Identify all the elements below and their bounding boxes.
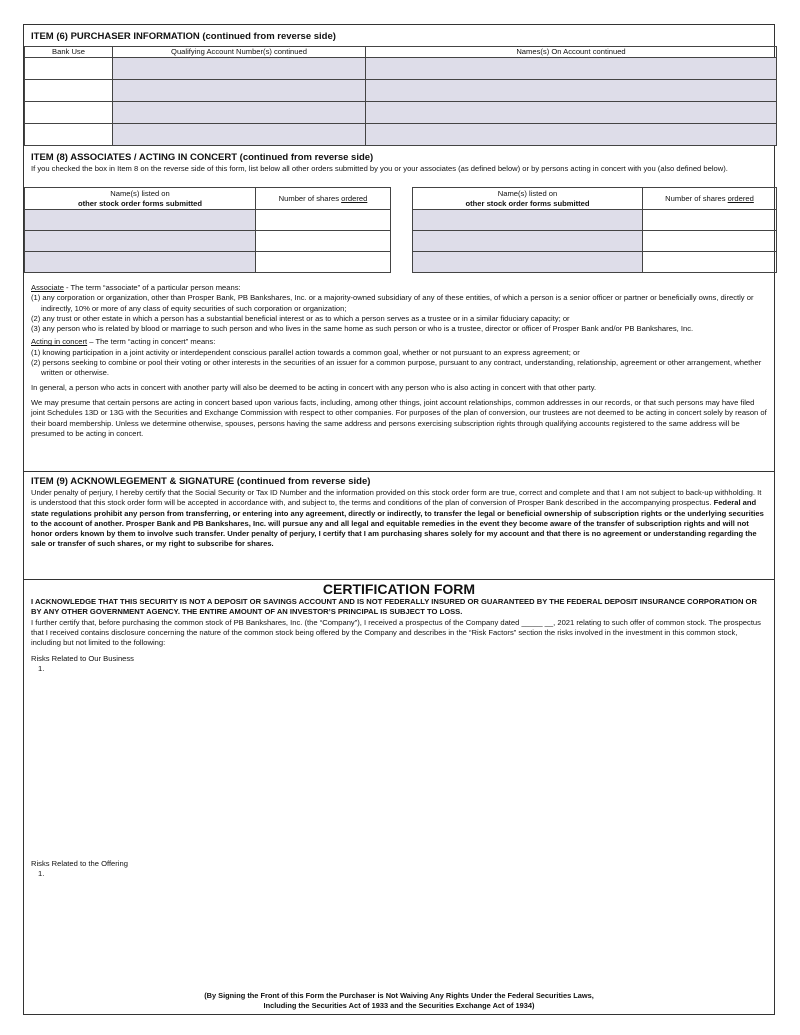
item9-body-plain: Under penalty of perjury, I hereby certify that the Social Security or Tax ID Number and the information provided on this stock order form are true, correct and complete and that I am not subject to back-up withholding. It is understood that this stock order form will be accepted in accordance with, and subject to, the terms and conditions of the plan of conversion of Prosper Bank described in the accompanying prospectus. [31, 488, 762, 508]
general-paragraph: In general, a person who acts in concert with another party will also be deemed to be acting in concert with any person who is also acting in concert with that other party. [31, 382, 597, 392]
account-number-input[interactable] [113, 80, 366, 102]
associate-intro: - The term “associate” of a particular person means: [63, 283, 241, 292]
divider [24, 579, 774, 580]
concert-item: (1) knowing participation in a joint activity or interdependent conscious parallel action towards a common goal, whether or not pursuant to an express agreement; or [31, 347, 580, 357]
col-names-on-account: Names(s) On Account continued [366, 47, 777, 58]
other-order-name-input[interactable] [413, 231, 643, 252]
shares-ordered-input[interactable] [643, 231, 777, 252]
col-name-line1: Name(s) listed on [110, 188, 170, 198]
further-certify-paragraph: I further certify that, before purchasing the common stock of PB Bankshares, Inc. (the “Company”), I received a prospectus of the Company dated _____ __, 2021 relating to such offer of common stock. The prospectus that I received contains disclosure concerning the nature of the common stock being offered by the Company and describes in the “Risk Factors” section the risks involved in the investment in this common stock, including but not limited to the following: [31, 617, 761, 648]
divider [24, 471, 774, 472]
other-order-name-input[interactable] [25, 252, 256, 273]
table-row [413, 210, 777, 231]
concert-intro: – The term “acting in concert” means: [87, 337, 216, 347]
associate-item: (2) any trust or other estate in which a person has a substantial beneficial interest or as to which a person serves as a trustee or in a similar fiduciary capacity; or [31, 313, 570, 323]
footer-line1: (By Signing the Front of this Form the Purchaser is Not Waiving Any Rights Under the Federal Securities Laws, [204, 991, 594, 1000]
other-order-name-input[interactable] [413, 210, 643, 231]
col-shares-prefix: Number of shares [665, 193, 726, 203]
shares-ordered-input[interactable] [256, 252, 391, 273]
col-name-line2: other stock order forms submitted [77, 198, 203, 208]
col-shares-underlined: ordered [341, 193, 368, 203]
table-row [25, 124, 777, 146]
table-row [25, 252, 391, 273]
table-row [25, 210, 391, 231]
concert-term: Acting in concert [31, 337, 88, 347]
presume-paragraph: We may presume that certain persons are acting in concert based upon various facts, including, among other things, joint account relationships, common addresses in our records, or that such persons may have filed joint Schedules 13D or 13G with the Securities and Exchange Commission with respect to other companies. For purposes of the plan of conversion, our trustees are not deemed to be acting in concert solely by reason of their board membership. Unless we determine otherwise, spouses, persons having the same address and persons exercising subscription rights through qualifying accounts registered to the same address will be presumed to be acting in concert. [31, 397, 767, 438]
col-name-line1: Name(s) listed on [497, 188, 558, 198]
form-frame [23, 24, 775, 1015]
account-names-input[interactable] [366, 102, 777, 124]
table-row [25, 102, 777, 124]
bank-use-cell [25, 102, 113, 124]
table-row [25, 58, 777, 80]
shares-ordered-input[interactable] [256, 210, 391, 231]
col-name-line2: other stock order forms submitted [465, 198, 590, 208]
col-shares-ordered [643, 188, 777, 210]
bank-use-cell [25, 58, 113, 80]
col-bank-use: Bank Use [25, 47, 113, 58]
item8-title: ITEM (8) ASSOCIATES / ACTING IN CONCERT [31, 152, 238, 163]
item8-title-suffix: (continued from reverse side) [239, 152, 374, 163]
account-number-input[interactable] [113, 124, 366, 146]
col-shares-ordered [256, 188, 391, 210]
item8-section [24, 152, 774, 174]
risks-business-item: 1. [38, 664, 45, 673]
associate-definition [24, 283, 774, 293]
item9-title: ITEM (9) ACKNOWLEGEMENT & SIGNATURE (continued from reverse side) [31, 476, 371, 487]
other-order-name-input[interactable] [413, 252, 643, 273]
col-account-numbers: Qualifying Account Number(s) continued [113, 47, 366, 58]
col-other-order-names [25, 188, 256, 210]
certification-section [24, 581, 774, 648]
account-number-input[interactable] [113, 58, 366, 80]
associate-item: (3) any person who is related by blood or marriage to such person and who lives in the same home as such person or who is a trustee, director or officer of Prosper Bank and/or PB Bankshares, Inc. [31, 324, 694, 334]
table-row [25, 231, 391, 252]
item9-body [24, 488, 774, 550]
table-row [413, 231, 777, 252]
shares-ordered-input[interactable] [643, 210, 777, 231]
associate-item: (1) any corporation or organization, other than Prosper Bank, PB Bankshares, Inc. or a majority-owned subsidiary of any of these entities, of which a person is a senior officer or partner or beneficially owns, directly or indirectly, 10% or more of any class of equity securities of such corporation or organization; [31, 293, 754, 313]
other-order-name-input[interactable] [25, 210, 256, 231]
account-number-input[interactable] [113, 102, 366, 124]
item9-section [24, 476, 774, 550]
risks-offering-item: 1. [38, 869, 45, 878]
associate-term: Associate [31, 283, 64, 292]
shares-ordered-input[interactable] [643, 252, 777, 273]
account-names-input[interactable] [366, 58, 777, 80]
col-shares-underlined: ordered [727, 193, 754, 203]
item8-heading [24, 152, 774, 163]
form-footer [24, 991, 774, 1011]
bank-use-cell [25, 124, 113, 146]
bank-use-cell [25, 80, 113, 102]
col-other-order-names [413, 188, 643, 210]
item8-table-right [412, 187, 777, 273]
col-shares-prefix: Number of shares [278, 193, 340, 203]
item6-title: ITEM (6) PURCHASER INFORMATION (continued from reverse side) [31, 31, 336, 42]
risks-business-label: Risks Related to Our Business [31, 654, 134, 663]
item8-intro: If you checked the box in Item 8 on the reverse side of this form, list below all other orders submitted by you or your associates (as defined below) or by persons acting in concert with you (also defined below). [31, 164, 728, 173]
account-names-input[interactable] [366, 80, 777, 102]
shares-ordered-input[interactable] [256, 231, 391, 252]
other-order-name-input[interactable] [25, 231, 256, 252]
table-row [413, 252, 777, 273]
item9-body-bold: Federal and state regulations prohibit any person from transferring, or entering into any agreement, directly or indirectly, to transfer the legal or beneficial ownership of subscription rights or the underlying securities to the account of another. Prosper Bank and PB Bankshares, Inc. will pursue any and all legal and equitable remedies in the event they become aware of the transfer of subscription rights and will not honor orders known by them to involve such transfer. Under penalty of perjury, I certify that I am purchasing shares solely for my account and that there is no agreement or understanding regarding the sale or transfer of such shares, or my right to subscribe for shares. [31, 498, 764, 549]
footer-line2: Including the Securities Act of 1933 and the Securities Exchange Act of 1934) [263, 1001, 535, 1010]
item6-section [24, 31, 774, 42]
table-row [25, 80, 777, 102]
definitions-section [24, 283, 774, 439]
concert-item: (2) persons seeking to combine or pool their voting or other interests in the securities of an issuer for a common purpose, pursuant to any contract, understanding, relationship, agreement or other arrangement, whether written or otherwise. [31, 358, 762, 378]
risks-offering-label: Risks Related to the Offering [31, 859, 128, 868]
acknowledge-statement: I ACKNOWLEDGE THAT THIS SECURITY IS NOT A DEPOSIT OR SAVINGS ACCOUNT AND IS NOT FEDERALLY INSURED OR GUARANTEED BY THE FEDERAL DEPOSIT INSURANCE CORPORATION OR BY ANY OTHER GOVERNMENT AGENCY. THE ENTIRE AMOUNT OF AN INVESTOR’S PRINCIPAL IS SUBJECT TO LOSS. [31, 597, 757, 617]
item6-table [24, 46, 777, 146]
concert-definition [24, 337, 774, 347]
item8-table-left [24, 187, 391, 273]
certification-title: CERTIFICATION FORM [322, 581, 476, 597]
account-names-input[interactable] [366, 124, 777, 146]
